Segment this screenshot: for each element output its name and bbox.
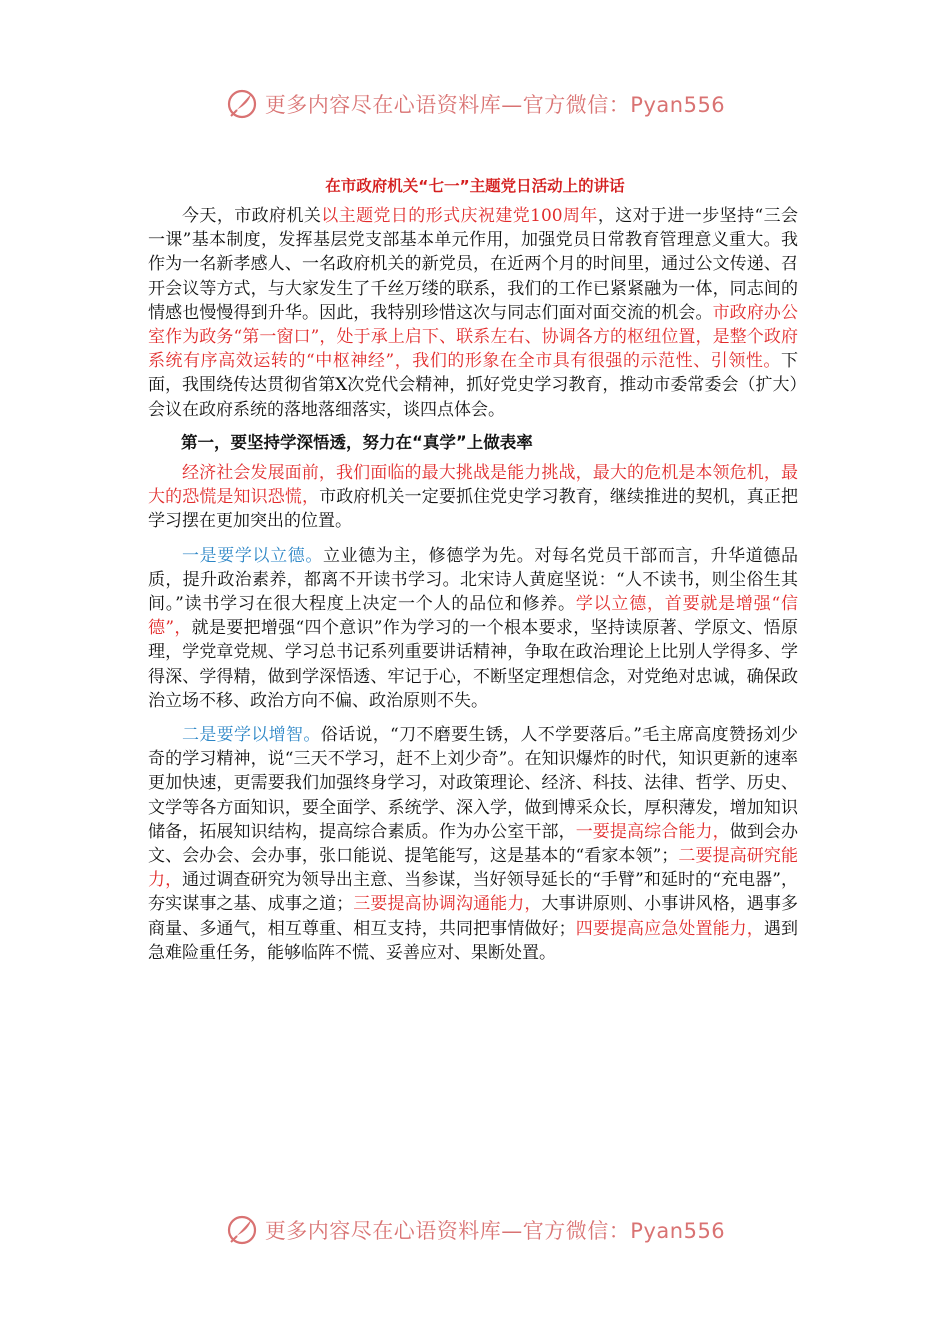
highlight-red: 三要提高协调沟通能力， — [353, 894, 542, 915]
highlight-red: 二要提高研究能力， — [148, 846, 798, 891]
watermark-footer — [0, 1210, 950, 1250]
text-run: 下面，我围绕传达贯彻省第X次党代会精神，抓好党史学习教育，推动市委常委会（扩大）会议在政府系统的落地落细落实，谈四点体会。 — [148, 351, 798, 420]
watermark-text: 更多内容尽在心语资料库—官方微信：Pyan556 — [264, 93, 726, 117]
highlight-red: 市政府办公室作为政务“第一窗口”，处于承上启下、联系左右、协调各方的枢纽位置，是整个政府系统有序高效运转的“中枢神经”，我们的形象在全市具有很强的示范性、引领性。 — [148, 302, 799, 372]
text-run: 通过调查研究为领导出主意、当参谋，当好领导延长的“手臂”和延时的“充电器”，夯实谋事之基、成事之道； — [148, 870, 799, 915]
text-run: 就是要把增强“四个意识”作为学习的一个根本要求，坚持读原著、学原文、悟原理，学党章党规、学习总书记系列重要讲话精神，争取在政治理论上比别人学得多、学得深、学得精，做到学深悟透、牢记于心，不断坚定理想信念，对党绝对忠诚，确保政治立场不移、政治方向不偏、政治原则不失。 — [148, 618, 798, 711]
text-run: 今天，市政府机关 — [182, 206, 322, 226]
highlight-red: 一要提高综合能力， — [575, 821, 730, 842]
text-run: 俗话说，“刀不磨要生锈，人不学要落后。”毛主席高度赞扬刘少奇的学习精神，说“三天不学习，赶不上刘少奇”。在知识爆炸的时代，知识更新的速率更加快速，更需要我们加强终身学习，对政策理论、经济、科技、法律、哲学、历史、文学等各方面知识，要全面学、系统学、深入学，做到博采众长，厚积薄发，增加知识储备，拓展知识结构，提高综合素质。作为办公室干部， — [148, 725, 799, 842]
watermark-text: 更多内容尽在心语资料库—官方微信：Pyan556 — [264, 1219, 726, 1243]
paragraph-virtue — [148, 544, 798, 713]
page-title: 在市政府机关“七一”主题党日活动上的讲话 — [325, 177, 625, 195]
subheading-blue: 二是要学以增智。 — [182, 725, 321, 746]
quill-logo-icon — [225, 87, 259, 121]
highlight-red: 经济社会发展面前，我们面临的最大挑战是能力挑战，最大的危机是本领危机，最大的恐慌是知识恐慌， — [148, 463, 798, 508]
highlight-red: 学以立德，首要就是增强“信德”， — [148, 594, 798, 639]
section-heading: 第一，要坚持学深悟透，努力在“真学”上做表率 — [181, 432, 533, 452]
text-run: 大事讲原则、小事讲风格，遇事多商量、多通气，相互尊重、相互支持，共同把事情做好； — [148, 894, 799, 939]
highlight-red: 以主题党日的形式庆祝建党100周年 — [321, 206, 598, 226]
watermark-header — [0, 84, 950, 124]
subheading-blue: 一是要学以立德。 — [182, 545, 323, 566]
text-run: 遇到急难险重任务，能够临阵不慌、妥善应对、果断处置。 — [148, 918, 798, 963]
document-body — [148, 204, 798, 965]
text-run: 立业德为主，修德学为先。对每名党员干部而言，升华道德品质，提升政治素养，都离不开读书学习。北宋诗人黄庭坚说：“人不读书，则尘俗生其间。”读书学习在很大程度上决定一个人的品位和修养。 — [148, 545, 799, 615]
text-run: 做到会办文、会办会、会办事，张口能说、提笔能写，这是基本的“看家本领”； — [148, 821, 799, 867]
highlight-red: 四要提高应急处置能力， — [575, 918, 764, 939]
paragraph-intro — [148, 204, 798, 422]
quill-logo-icon — [225, 1213, 259, 1247]
paragraph-challenge — [148, 461, 798, 534]
text-run: ，这对于进一步坚持“三会一课”基本制度，发挥基层党支部基本单元作用，加强党员日常教育管理意义重大。我作为一名新孝感人、一名政府机关的新党员，在近两个月的时间里，通过公文传递、召开会议等方式，与大家发生了千丝万缕的联系，我们的工作已紧紧融为一体，同志间的情感也慢慢得到升华。因此，我特别珍惜这次与同志们面对面交流的机会。 — [148, 206, 798, 323]
text-run: 市政府机关一定要抓住党史学习教育，继续推进的契机，真正把学习摆在更加突出的位置。 — [148, 487, 799, 532]
paragraph-wisdom — [148, 723, 798, 965]
